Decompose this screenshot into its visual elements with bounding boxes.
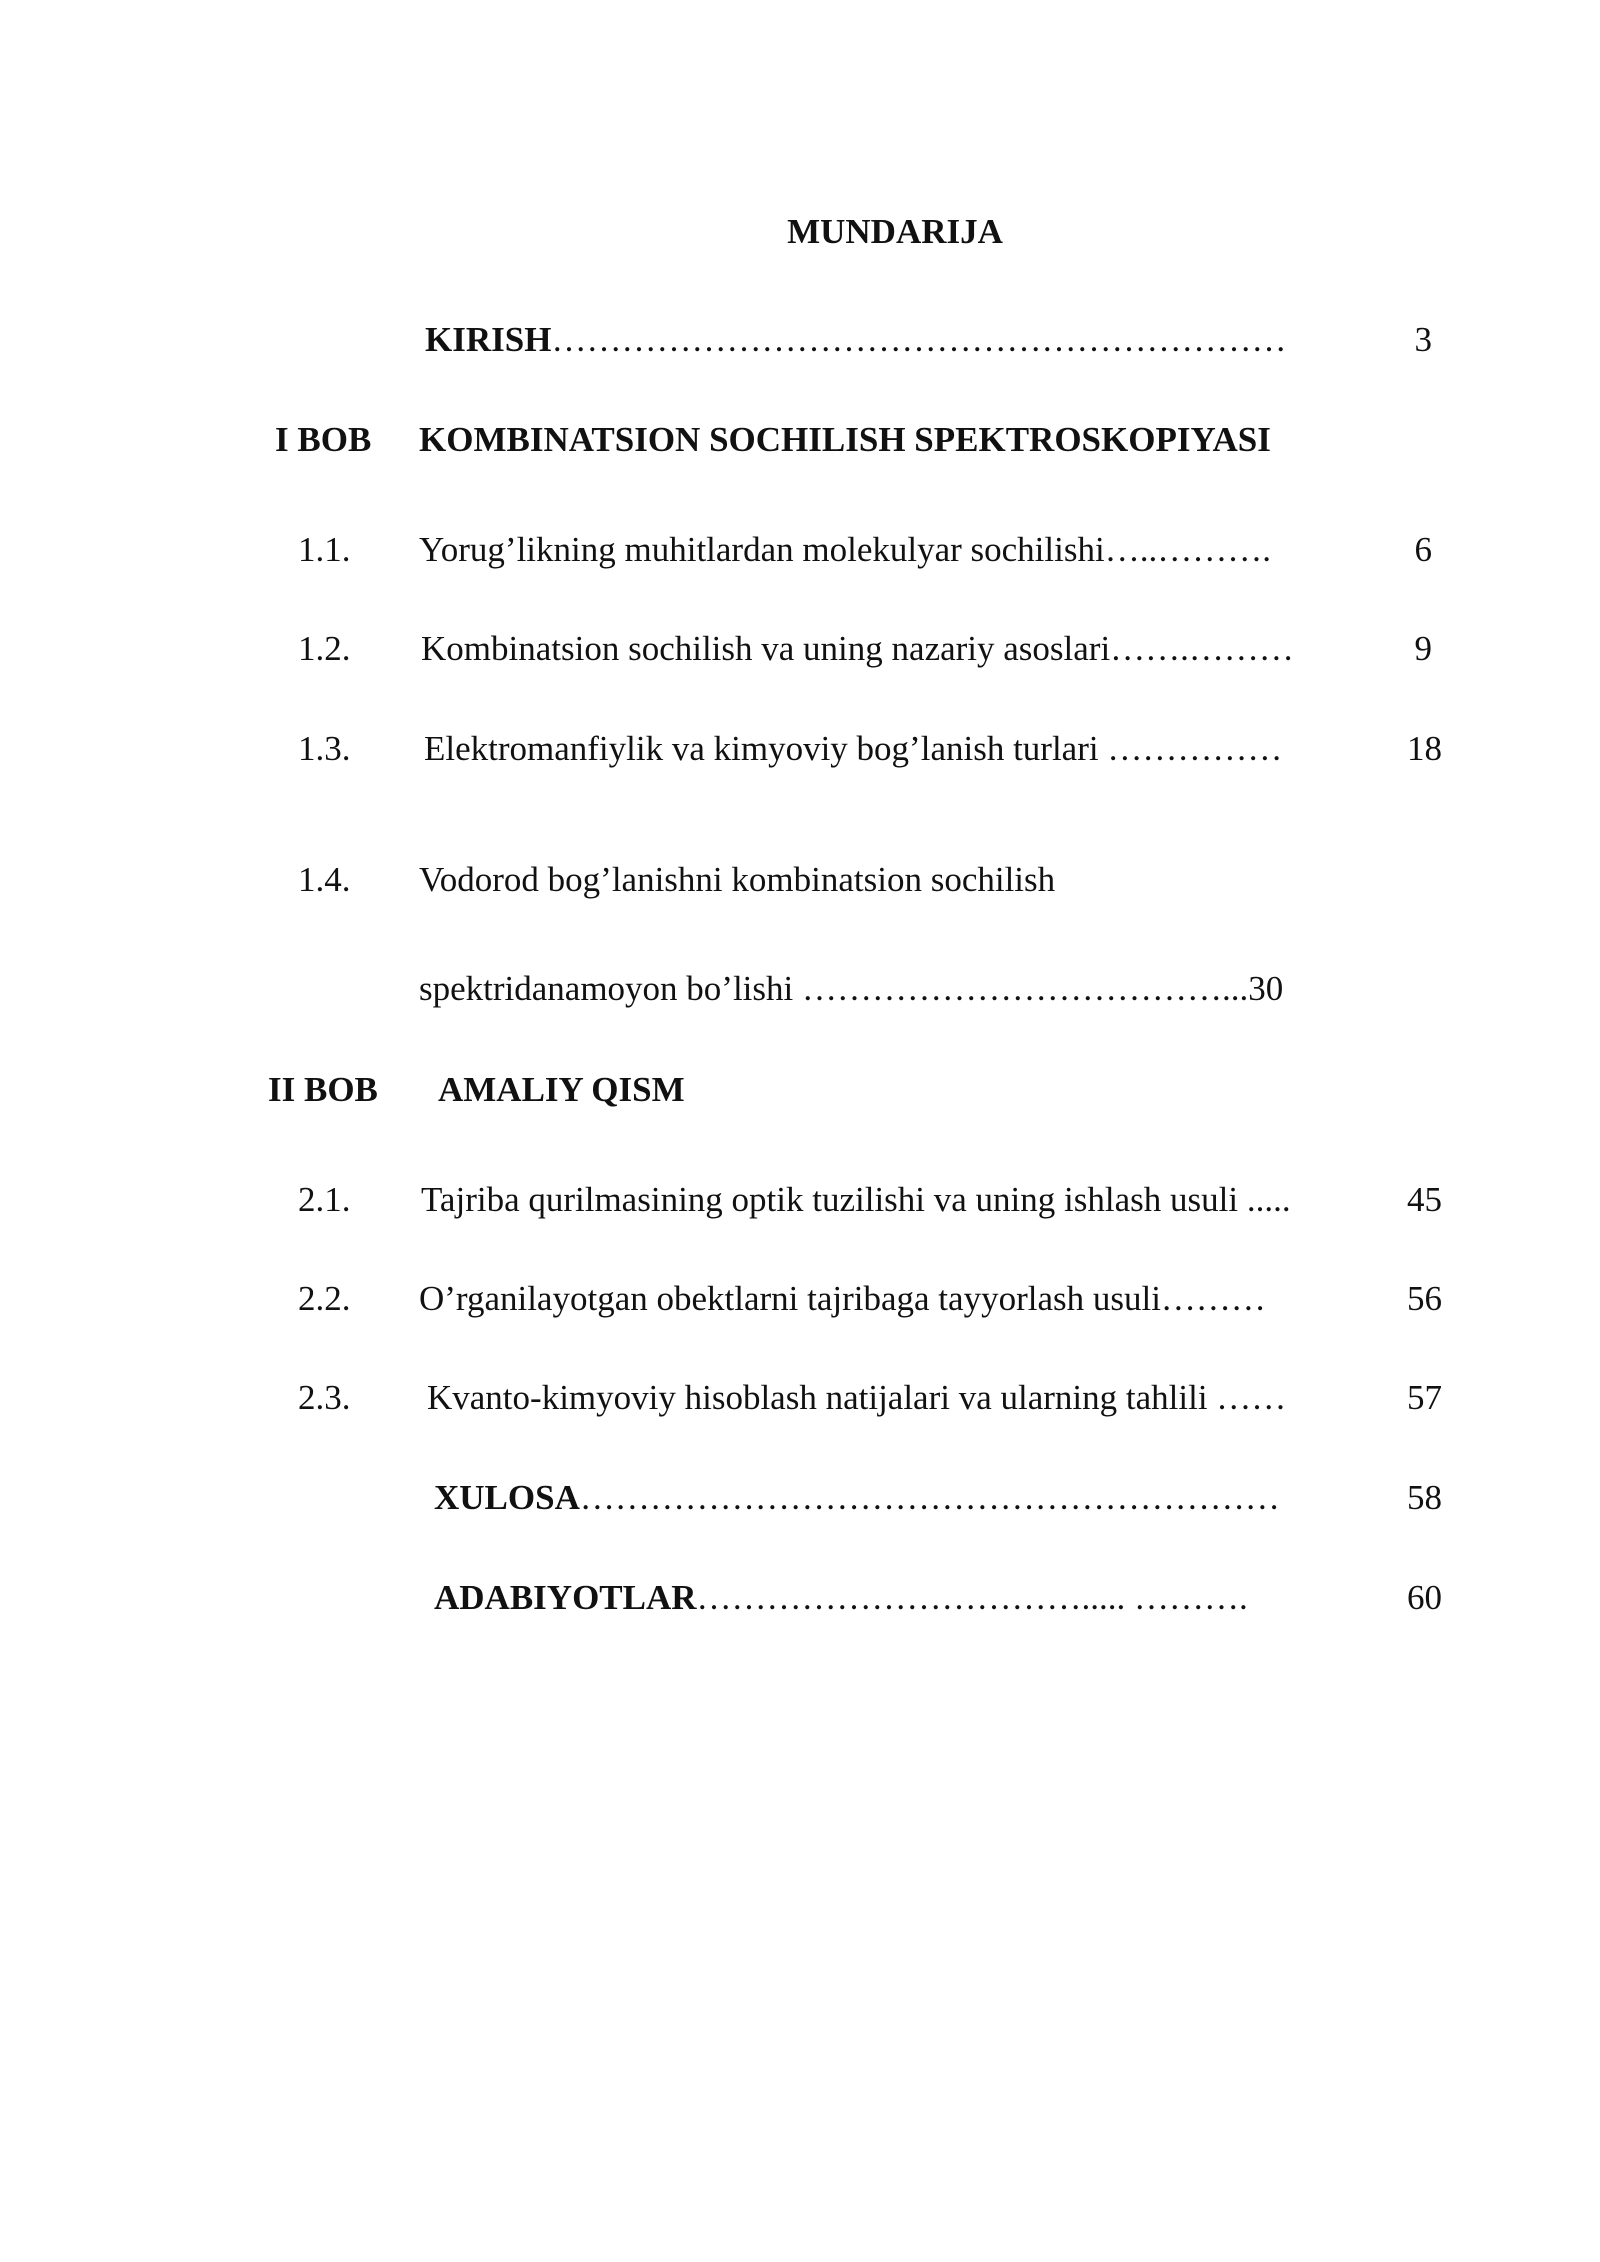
toc-entry-2-1[interactable]: Tajriba qurilmasining optik tuzilishi va uning ishlash usuli ..... (421, 1180, 1291, 1219)
page-title: MUNDARIJA (787, 212, 1003, 251)
xulosa-label: XULOSA (434, 1478, 580, 1517)
toc-page-1-2: 9 (1414, 629, 1432, 668)
toc-page-2-3: 57 (1407, 1378, 1442, 1417)
toc-num-2-1: 2.1. (298, 1180, 351, 1219)
toc-num-2-3: 2.3. (298, 1378, 351, 1417)
toc-page-1-3: 18 (1407, 729, 1442, 768)
toc-entry-kirish[interactable] (425, 318, 1286, 362)
toc-entry-1-2[interactable]: Kombinatsion sochilish va uning nazariy asoslari…….……… (421, 629, 1294, 668)
toc-num-2-2: 2.2. (298, 1279, 351, 1318)
toc-entry-2-2[interactable]: O’rganilayotgan obektlarni tajribaga tayyorlash usuli……… (419, 1279, 1266, 1318)
kirish-label: KIRISH (425, 320, 552, 359)
xulosa-leader: …………………………………………………… (579, 1478, 1280, 1517)
toc-entry-xulosa[interactable] (434, 1476, 1280, 1520)
toc-num-1-4: 1.4. (298, 860, 351, 899)
toc-num-1-3: 1.3. (298, 729, 351, 768)
toc-entry-1-3[interactable]: Elektromanfiylik va kimyoviy bog’lanish turlari …………… (424, 729, 1283, 768)
xulosa-page: 58 (1407, 1478, 1442, 1517)
toc-page-1-1: 6 (1414, 530, 1432, 569)
chapter2-title[interactable]: AMALIY QISM (438, 1070, 685, 1109)
toc-entry-1-1[interactable]: Yorug’likning muhitlardan molekulyar sochilishi…..………. (419, 530, 1271, 569)
kirish-page: 3 (1414, 320, 1432, 359)
toc-page-2-2: 56 (1407, 1279, 1442, 1318)
adabiyotlar-label: ADABIYOTLAR (434, 1578, 697, 1617)
chapter2-label: II BOB (268, 1070, 378, 1109)
toc-entry-2-3[interactable]: Kvanto-kimyoviy hisoblash natijalari va ularning tahlili …… (427, 1378, 1287, 1417)
toc-entry-adabiyotlar[interactable] (434, 1576, 1248, 1620)
chapter1-label: I BOB (275, 420, 372, 459)
chapter1-title[interactable]: KOMBINATSION SOCHILISH SPEKTROSKOPIYASI (419, 420, 1271, 459)
toc-entry-1-4-cont[interactable]: spektridanamoyon bo’lishi ………………………………...30 (419, 969, 1284, 1008)
toc-entry-1-4[interactable]: Vodorod bog’lanishni kombinatsion sochilish (419, 860, 1056, 899)
toc-num-1-2: 1.2. (298, 629, 351, 668)
toc-num-1-1: 1.1. (298, 530, 351, 569)
toc-page-2-1: 45 (1407, 1180, 1442, 1219)
kirish-leader: ……………………………………………………… (551, 320, 1287, 359)
adabiyotlar-leader: ……………………………..... ………. (696, 1578, 1248, 1617)
adabiyotlar-page: 60 (1407, 1578, 1442, 1617)
